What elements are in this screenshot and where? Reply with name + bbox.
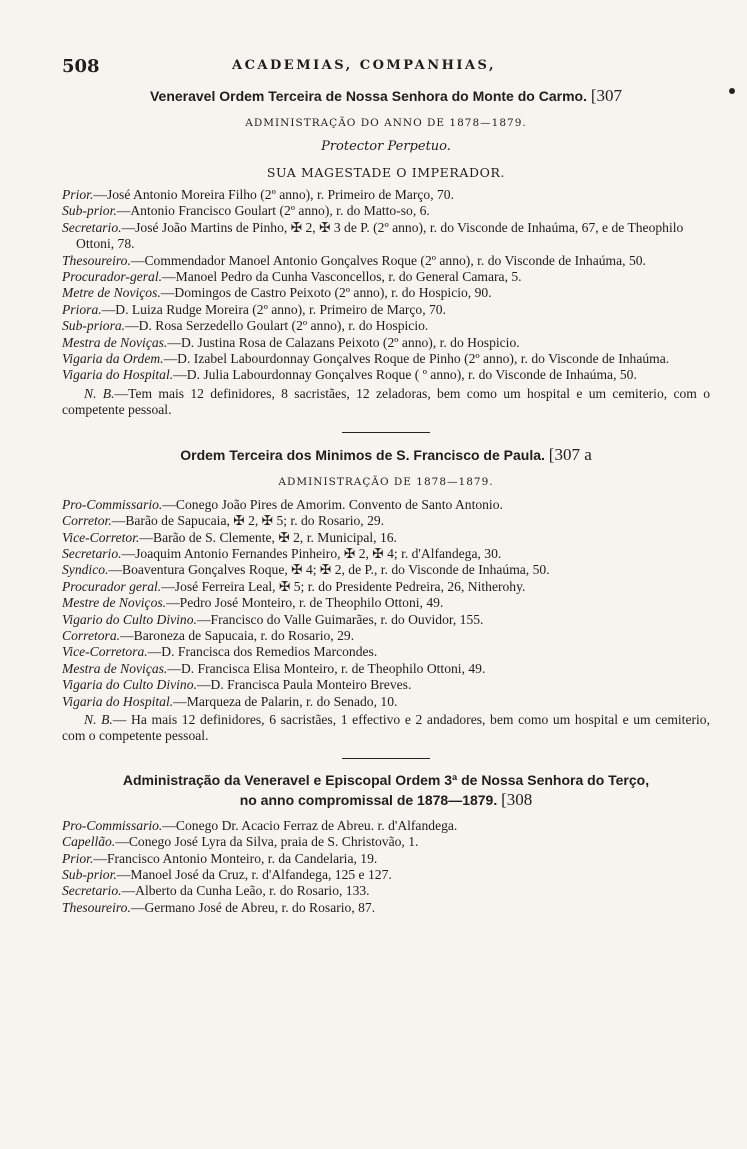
list-item: [62, 285, 710, 301]
section-title-line2: no anno compromissal de 1878—1879.: [239, 791, 498, 808]
entry-role: Vigaria do Culto Divino.: [62, 677, 197, 693]
note-label: N. B.: [84, 385, 115, 401]
entry-text: —Conego João Pires de Amorim. Convento de Santo Antonio.: [162, 496, 503, 512]
list-item: [62, 530, 710, 546]
list-item: [62, 318, 710, 334]
entry-text: —Germano José de Abreu, r. do Rosario, 87.: [130, 899, 376, 915]
section-title-text: Ordem Terceira dos Minimos de S. Francisco de Paula.: [180, 446, 545, 463]
note-label: N. B.: [84, 711, 113, 727]
entry-text: —D. Luiza Rudge Moreira (2º anno), r. Primeiro de Março, 70.: [101, 301, 446, 317]
list-item: [62, 562, 710, 578]
entry-role: Secretario.: [62, 219, 122, 235]
section-title-line1: Administração da Veneravel e Episcopal Ordem 3ª de Nossa Senhora do Terço,: [122, 771, 650, 788]
list-item: [62, 883, 710, 899]
entry-text: —D. Julia Labourdonnay Gonçalves Roque ( º anno), r. do Visconde de Inhaúma, 50.: [173, 367, 637, 383]
list-item: [62, 694, 710, 710]
administration-heading: ADMINISTRAÇÃO DO ANNO DE 1878—1879.: [245, 117, 527, 129]
entry-role: Vice-Corretor.: [62, 529, 140, 545]
entry-text: —Francisco do Valle Guimarães, r. do Ouvidor, 155.: [196, 611, 484, 627]
section-title-text: Veneravel Ordem Terceira de Nossa Senhora do Monte do Carmo.: [149, 88, 587, 104]
list-item: [62, 818, 710, 834]
entry-role: Mestra de Noviças.: [62, 660, 168, 676]
list-item: [62, 187, 710, 203]
entry-text: —Commendador Manoel Antonio Gonçalves Roque (2º anno), r. do Visconde de Inhaúma, 50.: [130, 252, 646, 268]
entry-role: Thesoureiro.: [62, 899, 131, 915]
entry-role: Procurador-geral.: [62, 269, 163, 285]
entry-role: Vice-Corretora.: [62, 644, 148, 660]
list-item: [62, 661, 710, 677]
section-reference: [307: [590, 86, 623, 105]
entry-text: —Pedro José Monteiro, r. de Theophilo Ottoni, 49.: [166, 595, 444, 611]
entry-list: [62, 187, 710, 384]
section-carmo: [62, 86, 710, 419]
entry-role: Pro-Commissario.: [62, 817, 163, 833]
entry-role: Prior.: [62, 850, 94, 866]
section-minimos: [62, 445, 710, 745]
list-item: [62, 612, 710, 628]
entry-role: Secretario.: [62, 545, 122, 561]
note: [62, 386, 710, 419]
list-item: [62, 367, 710, 383]
entry-list: [62, 818, 710, 916]
entry-text: —Barão de Sapucaia, ✠ 2, ✠ 5; r. do Rosario, 29.: [111, 513, 385, 529]
entry-role: Priora.: [62, 301, 102, 317]
section-divider: [342, 758, 430, 759]
section-title: [62, 445, 710, 465]
entry-text: —D. Francisca Paula Monteiro Breves.: [196, 677, 412, 693]
entry-text: —Baroneza de Sapucaia, r. do Rosario, 29.: [120, 627, 355, 643]
entry-role: Sub-prior.: [62, 203, 117, 219]
protector-label: Protector Perpetuo.: [321, 139, 451, 154]
entry-text: —Joaquim Antonio Fernandes Pinheiro, ✠ 2, ✠ 4; r. d'Alfandega, 30.: [121, 545, 502, 561]
entry-text: —Antonio Francisco Goulart (2º anno), r. do Matto-so, 6.: [116, 203, 430, 219]
entry-role: Mestra de Noviças.: [62, 334, 168, 350]
entry-text: —José Ferreira Leal, ✠ 5; r. do Presidente Pedreira, 26, Nitherohy.: [161, 578, 526, 594]
list-item: [62, 644, 710, 660]
entry-text: —D. Francisca dos Remedios Marcondes.: [147, 644, 378, 660]
running-header: [62, 52, 710, 82]
note-text: — Ha mais 12 definidores, 6 sacristães, 1 effectivo e 2 andadores, bem como um hospital e um cemiterio, com o competente pessoal.: [62, 711, 710, 744]
entry-role: Secretario.: [62, 883, 122, 899]
entry-text: —D. Izabel Labourdonnay Gonçalves Roque de Pinho (2º anno), r. do Visconde de Inhaúma.: [163, 351, 670, 367]
entry-text: —Domingos de Castro Peixoto (2º anno), r. do Hospicio, 90.: [160, 285, 492, 301]
entry-text: —José João Martins de Pinho, ✠ 2, ✠ 3 de P. (2º anno), r. do Visconde de Inhaúma, 67, e de Theophilo Ottoni, 78.: [76, 219, 684, 252]
section-reference: [308: [501, 789, 533, 809]
list-item: [62, 220, 710, 253]
list-item: [62, 269, 710, 285]
entry-text: —Manoel José da Cruz, r. d'Alfandega, 125 e 127.: [116, 867, 392, 882]
entry-text: —Conego José Lyra da Silva, praia de S. Christovão, 1.: [115, 834, 419, 850]
list-item: [62, 497, 710, 513]
list-item: [62, 335, 710, 351]
entry-text: —Marqueza de Palarin, r. do Senado, 10.: [173, 693, 398, 709]
entry-role: Corretor.: [62, 513, 112, 529]
list-item: [62, 867, 710, 883]
list-item: [62, 513, 710, 529]
entry-list: [62, 497, 710, 710]
margin-mark: [729, 88, 735, 94]
entry-role: Capellão.: [62, 834, 116, 850]
section-title: [62, 771, 710, 810]
entry-role: Corretora.: [62, 627, 121, 643]
protector-name: SUA MAGESTADE O IMPERADOR.: [266, 165, 506, 180]
section-reference: [307 a: [548, 444, 592, 464]
entry-text: —José Antonio Moreira Filho (2º anno), r. Primeiro de Março, 70.: [93, 187, 454, 202]
entry-role: Vigaria do Hospital.: [62, 693, 174, 709]
entry-role: Pro-Commissario.: [62, 496, 163, 512]
administration-heading: ADMINISTRAÇÃO DE 1878—1879.: [278, 475, 494, 488]
entry-text: —D. Justina Rosa de Calazans Peixoto (2º anno), r. do Hospicio.: [167, 334, 520, 350]
entry-role: Metre de Noviços.: [62, 285, 161, 301]
entry-text: —Francisco Antonio Monteiro, r. da Candelaria, 19.: [93, 850, 378, 866]
running-title: ACADEMIAS, COMPANHIAS,: [232, 58, 496, 73]
entry-role: Vigaria da Ordem.: [62, 351, 164, 367]
note: [62, 712, 710, 745]
list-item: [62, 834, 710, 850]
list-item: [62, 628, 710, 644]
list-item: [62, 900, 710, 916]
list-item: [62, 351, 710, 367]
entry-role: Thesoureiro.: [62, 252, 131, 268]
section-terco: [62, 771, 710, 916]
entry-role: Mestre de Noviços.: [62, 595, 167, 611]
entry-text: —Manoel Pedro da Cunha Vasconcellos, r. do General Camara, 5.: [162, 269, 522, 285]
list-item: [62, 579, 710, 595]
section-title: [62, 86, 710, 106]
list-item: [62, 546, 710, 562]
book-page: [62, 52, 710, 916]
entry-role: Vigaria do Hospital.: [62, 367, 174, 383]
list-item: [62, 595, 710, 611]
entry-role: Syndico.: [62, 562, 109, 578]
entry-text: —Alberto da Cunha Leão, r. do Rosario, 133.: [121, 883, 370, 899]
entry-text: —Conego Dr. Acacio Ferraz de Abreu. r. d'Alfandega.: [162, 817, 458, 833]
list-item: [62, 253, 710, 269]
entry-text: —Barão de S. Clemente, ✠ 2, r. Municipal, 16.: [139, 529, 397, 545]
entry-role: Prior.: [62, 187, 94, 202]
list-item: [62, 302, 710, 318]
entry-text: —D. Francisca Elisa Monteiro, r. de Theophilo Ottoni, 49.: [167, 660, 486, 676]
entry-role: Sub-prior.: [62, 867, 117, 882]
entry-role: Sub-priora.: [62, 318, 126, 334]
list-item: [62, 677, 710, 693]
list-item: [62, 851, 710, 867]
entry-text: —Boaventura Gonçalves Roque, ✠ 4; ✠ 2, de P., r. do Visconde de Inhaúma, 50.: [108, 562, 550, 578]
note-text: —Tem mais 12 definidores, 8 sacristães, 12 zeladoras, bem como um hospital e um cemiterio, com o competente pessoal.: [62, 385, 710, 418]
entry-role: Procurador geral.: [62, 578, 162, 594]
list-item: [62, 203, 710, 219]
section-divider: [342, 432, 430, 433]
entry-text: —D. Rosa Serzedello Goulart (2º anno), r. do Hospicio.: [125, 318, 429, 334]
entry-role: Vigario do Culto Divino.: [62, 611, 197, 627]
page-number: 508: [62, 56, 100, 77]
